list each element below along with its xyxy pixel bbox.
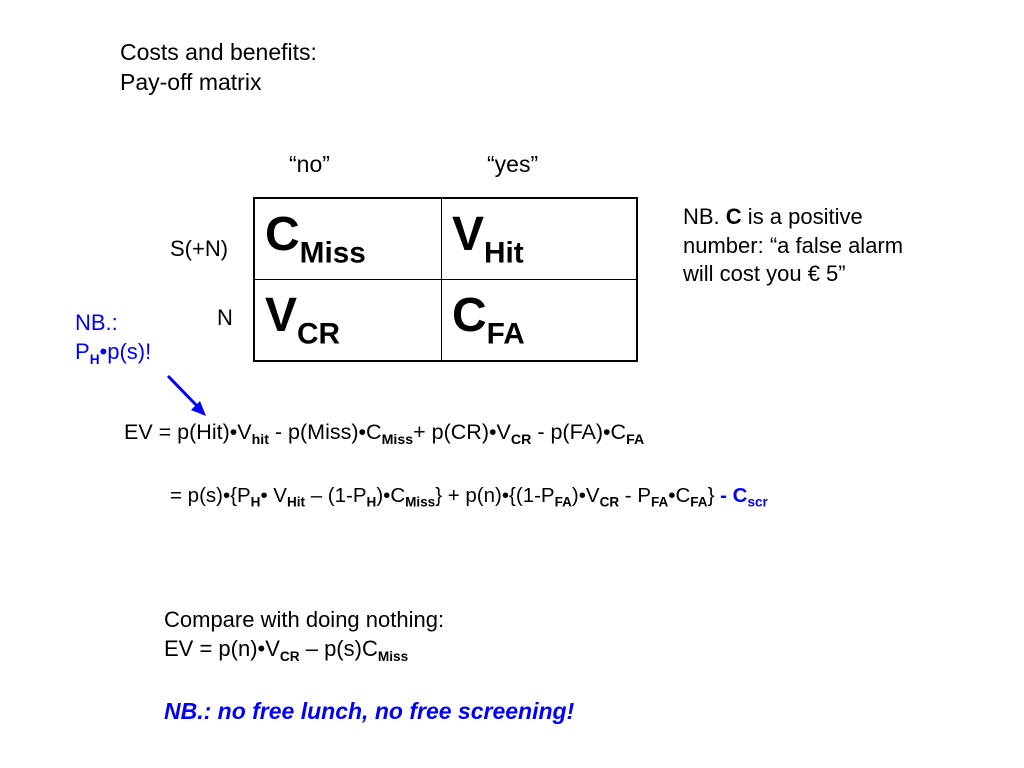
title-line-1: Costs and benefits: — [120, 39, 317, 65]
cell-cost-miss — [254, 198, 442, 280]
cell-value-hit-subscript: Hit — [484, 236, 524, 270]
compare-line-1: Compare with doing nothing: — [164, 607, 445, 632]
cell-cost-fa — [442, 280, 638, 362]
note-hit-probability: NB.: $P_H•p(s)$! — [75, 310, 152, 367]
cell-cost-fa-symbol: C — [452, 289, 487, 342]
ev-formula: EV = $p(Hit)•V_{hit}$ - $p(Miss)•C_{Miss}+$ $p(CR)•V_{CR}$ - $p(FA)•C_{FA}$ — [124, 420, 645, 448]
conclusion-text: NB.: no free lunch, no free screening! — [164, 698, 575, 724]
compare-block — [164, 606, 444, 663]
payoff-matrix — [253, 197, 638, 362]
cell-cost-fa-subscript: FA — [486, 317, 525, 351]
note-positive-cost: NB. C is a positive number: “a false alarm will cost you € 5” — [683, 203, 903, 289]
column-header-no: “no” — [289, 151, 330, 177]
matrix-row-noise — [254, 280, 637, 362]
note-line-3: will cost you € 5” — [683, 261, 846, 287]
column-header-yes: “yes” — [487, 151, 539, 177]
ev-expanded-formula: = $p(s)•\{P_H•$ $V_{Hit}$ – $(1-P_H)•C_{Miss}$} + $p(n)•\{(1-P_{FA})•V_{CR}$ - $P_{FA}•C_{FA}\} - C_{scr}$ — [170, 484, 768, 510]
cell-value-cr-symbol: V — [265, 289, 298, 342]
cell-cost-miss-symbol: C — [265, 208, 300, 261]
row-label-signal: S(+N) — [170, 236, 229, 261]
matrix-row-signal — [254, 198, 637, 280]
compare-line-2: EV = $p(n)•V_{CR} - p(s)C_{Miss}$ — [164, 635, 409, 664]
title-line-2: Pay-off matrix — [120, 68, 262, 95]
cell-cost-miss-subscript: Miss — [299, 236, 366, 270]
slide-title — [120, 38, 317, 98]
screening-cost-term: - $C_{scr}$ — [714, 484, 768, 510]
row-label-noise: N — [217, 305, 233, 330]
cell-value-hit-symbol: V — [452, 208, 485, 261]
arrow-icon — [164, 372, 214, 422]
cell-value-hit — [442, 198, 638, 280]
cell-value-cr-subscript: CR — [297, 317, 340, 351]
cell-value-cr — [254, 280, 442, 362]
note-left-line-1: NB.: — [75, 310, 118, 335]
note-bold-c: C — [725, 204, 742, 229]
note-line-2: number: “a false alarm — [683, 232, 904, 258]
